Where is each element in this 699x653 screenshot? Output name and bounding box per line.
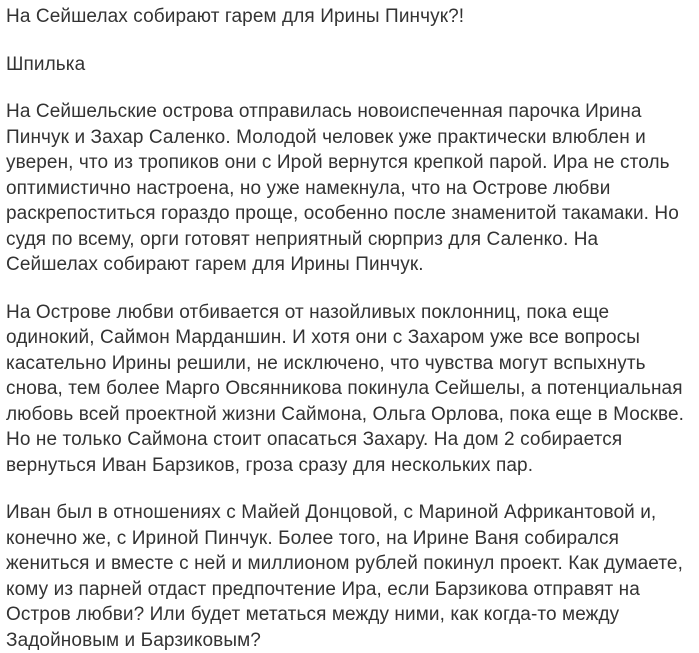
article-title: На Сейшелах собирают гарем для Ирины Пинчук?! <box>6 6 465 27</box>
article-paragraph-1: На Сейшельские острова отправилась новоиспеченная парочка Ирина Пинчук и Захар Саленко. Молодой человек уже практически влюблен и уверен, что из тропиков они с Ирой вернутся крепкой парой. Ира не столь оптимистично настроена, но уже намекнула, что на Острове любви раскрепоститься гораздо проще, особенно после знаменитой такамаки. Но судя по всему, орги готовят неприятный сюрприз для Саленко. На Сейшелах собирают гарем для Ирины Пинчук. <box>6 101 679 275</box>
article-author: Шпилька <box>6 53 86 75</box>
article-paragraph-2: На Острове любви отбивается от назойливых поклонниц, пока еще одинокий, Саймон Марданшин. И хотя они с Захаром уже все вопросы касательно Ирины решили, не исключено, что чувства могут вспыхнуть снова, тем более Марго Овсянникова покинула Сейшелы, а потенциальная любовь всей проектной жизни Саймона, Ольга Орлова, пока еще в Москве. Но не только Саймона стоит опасаться Захару. На дом 2 собирается вернуться Иван Барзиков, гроза сразу для нескольких пар. <box>6 301 685 476</box>
article-paragraph-3: Иван был в отношениях с Майей Донцовой, с Мариной Африкантовой и, конечно же, с Ириной Пинчук. Более того, на Ирине Ваня собирался жениться и вместе с ней и миллионом рублей покинул проект. Как думаете, кому из парней отдаст предпочтение Ира, если Барзикова отправят на Остров любви? Или будет метаться между ними, как когда-то между Задойновым и Барзиковым? <box>6 502 683 651</box>
